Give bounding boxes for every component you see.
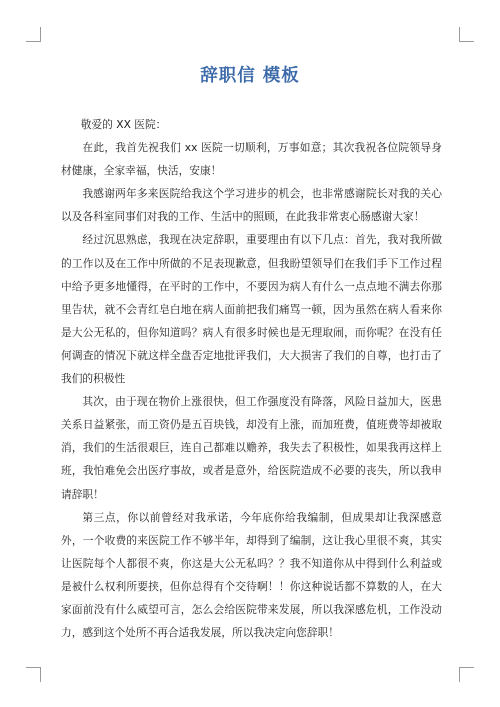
crop-mark-top-left [26, 27, 41, 42]
paragraph-greeting: 在此，我首先祝我们 xx 医院一切顺利，万事如意；其次我祝各位院领导身材健康，全家幸福，快活，安康！ [61, 141, 442, 178]
paragraph-thanks: 我感谢两年多来医院给我这个学习进步的机会，也非常感谢院长对我的关心以及各科室同事们对我的工作、生活中的照顾，在此我非常衷心肠感谢大家！ [61, 187, 442, 224]
document-title: 辞职信 模板 [200, 66, 300, 86]
crop-mark-bottom-right [459, 667, 474, 682]
crop-mark-bottom-left [26, 667, 41, 682]
crop-mark-top-right [459, 27, 474, 42]
paragraph-reason-third: 第三点，你以前曾经对我承诺，今年底你给我编制，但成果却让我深感意外，一个收费的来医院工作不够半年，却得到了编制，这让我心里很不爽，其实让医院每个人都很不爽，你这是大公无私吗？？我不知道你从中得到什么利益或是被什么权利所要挟，但你总得有个交待啊！！你这种说话都不算数的人，在大家面前没有什么威望可言，怎么会给医院带来发展，所以我深感危机，工作没动力，感到这个处所不再合适我发展，所以我决定向您辞职！ [61, 510, 442, 640]
letter-body [61, 113, 442, 644]
paragraph-reason-second: 其次，由于现在物价上涨很快，但工作强度没有降落，风险日益加大，医患关系日益紧张，而工资仍是五百块钱，却没有上涨，而加班费，值班费等却被取消，我们的生活很艰巨，连自己都难以赡养，我失去了积极性，如果我再这样上班，我怕难免会出医疗事故，或者是意外，给医院造成不必要的丧失，所以我申请辞职！ [61, 395, 442, 501]
salutation: 敬爱的 XX 医院： [80, 118, 167, 131]
paragraph-reason-first: 经过沉思熟虑，我现在决定辞职，重要理由有以下几点：首先，我对我所做的工作以及在工作中所做的不足表现歉意，但我盼望领导们在我们手下工作过程中给予更多地懂得，在平时的工作中，不要因为病人有什么一点点地不满去你那里告状，就不会青红皂白地在病人面前把我们痛骂一顿，因为虽然在病人看来你是大公无私的，但你知道吗？病人有很多时候也是无理取闹，而你呢？在没有任何调查的情况下就这样全盘否定地批评我们，大大损害了我们的自尊，也打击了我们的积极性 [61, 233, 442, 386]
